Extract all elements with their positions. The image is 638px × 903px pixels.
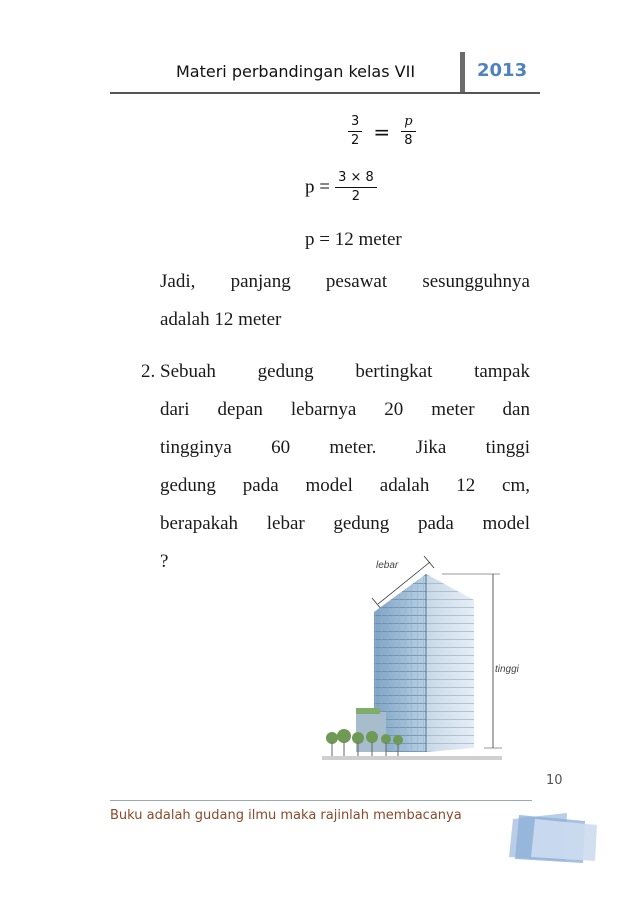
problem-line: tingginya 60 meter. Jika tinggi <box>160 437 530 458</box>
page-header <box>110 52 538 92</box>
conclusion-paragraph <box>160 271 530 347</box>
fraction-product <box>335 170 377 205</box>
fraction-numerator: 3 × 8 <box>335 170 377 188</box>
width-label: lebar <box>376 560 399 571</box>
problem-line: dari depan lebarnya 20 meter dan <box>160 399 530 420</box>
conclusion-line: Jadi, panjang pesawat sesungguhnya <box>160 271 530 292</box>
problem-line: gedung pada model adalah 12 cm, <box>160 475 530 496</box>
header-year: 2013 <box>477 60 528 81</box>
footer-text: Buku adalah gudang ilmu maka rajinlah membacanya <box>110 808 462 823</box>
header-divider <box>460 52 465 94</box>
height-label: tinggi <box>495 664 519 675</box>
ratio-equation <box>348 114 416 149</box>
equation-lhs: p = <box>305 176 330 198</box>
fraction-numerator: 3 <box>348 114 362 132</box>
fraction-denominator: 8 <box>404 133 413 148</box>
page-number: 10 <box>546 773 563 788</box>
fraction-numerator: p <box>401 114 415 132</box>
problem-line: ? <box>160 551 169 572</box>
fraction-right <box>401 114 415 149</box>
conclusion-line: adalah 12 meter <box>160 309 282 330</box>
header-title: Materi perbandingan kelas VII <box>176 62 416 81</box>
product-equation <box>305 170 377 205</box>
footer-rule <box>110 800 532 801</box>
fraction-denominator: 2 <box>351 189 361 204</box>
problem-number: 2. <box>141 361 156 382</box>
problem-line: berapakah lebar gedung pada model <box>160 513 530 534</box>
fraction-left <box>348 114 362 149</box>
fraction-denominator: 2 <box>351 133 360 148</box>
footer-decoration <box>505 813 600 863</box>
equals-sign: = <box>373 119 391 144</box>
problem-line: Sebuah gedung bertingkat tampak <box>160 361 530 382</box>
header-rule <box>110 92 540 94</box>
ground <box>322 756 502 760</box>
building-figure <box>322 552 530 766</box>
result-equation: p = 12 meter <box>305 229 402 250</box>
